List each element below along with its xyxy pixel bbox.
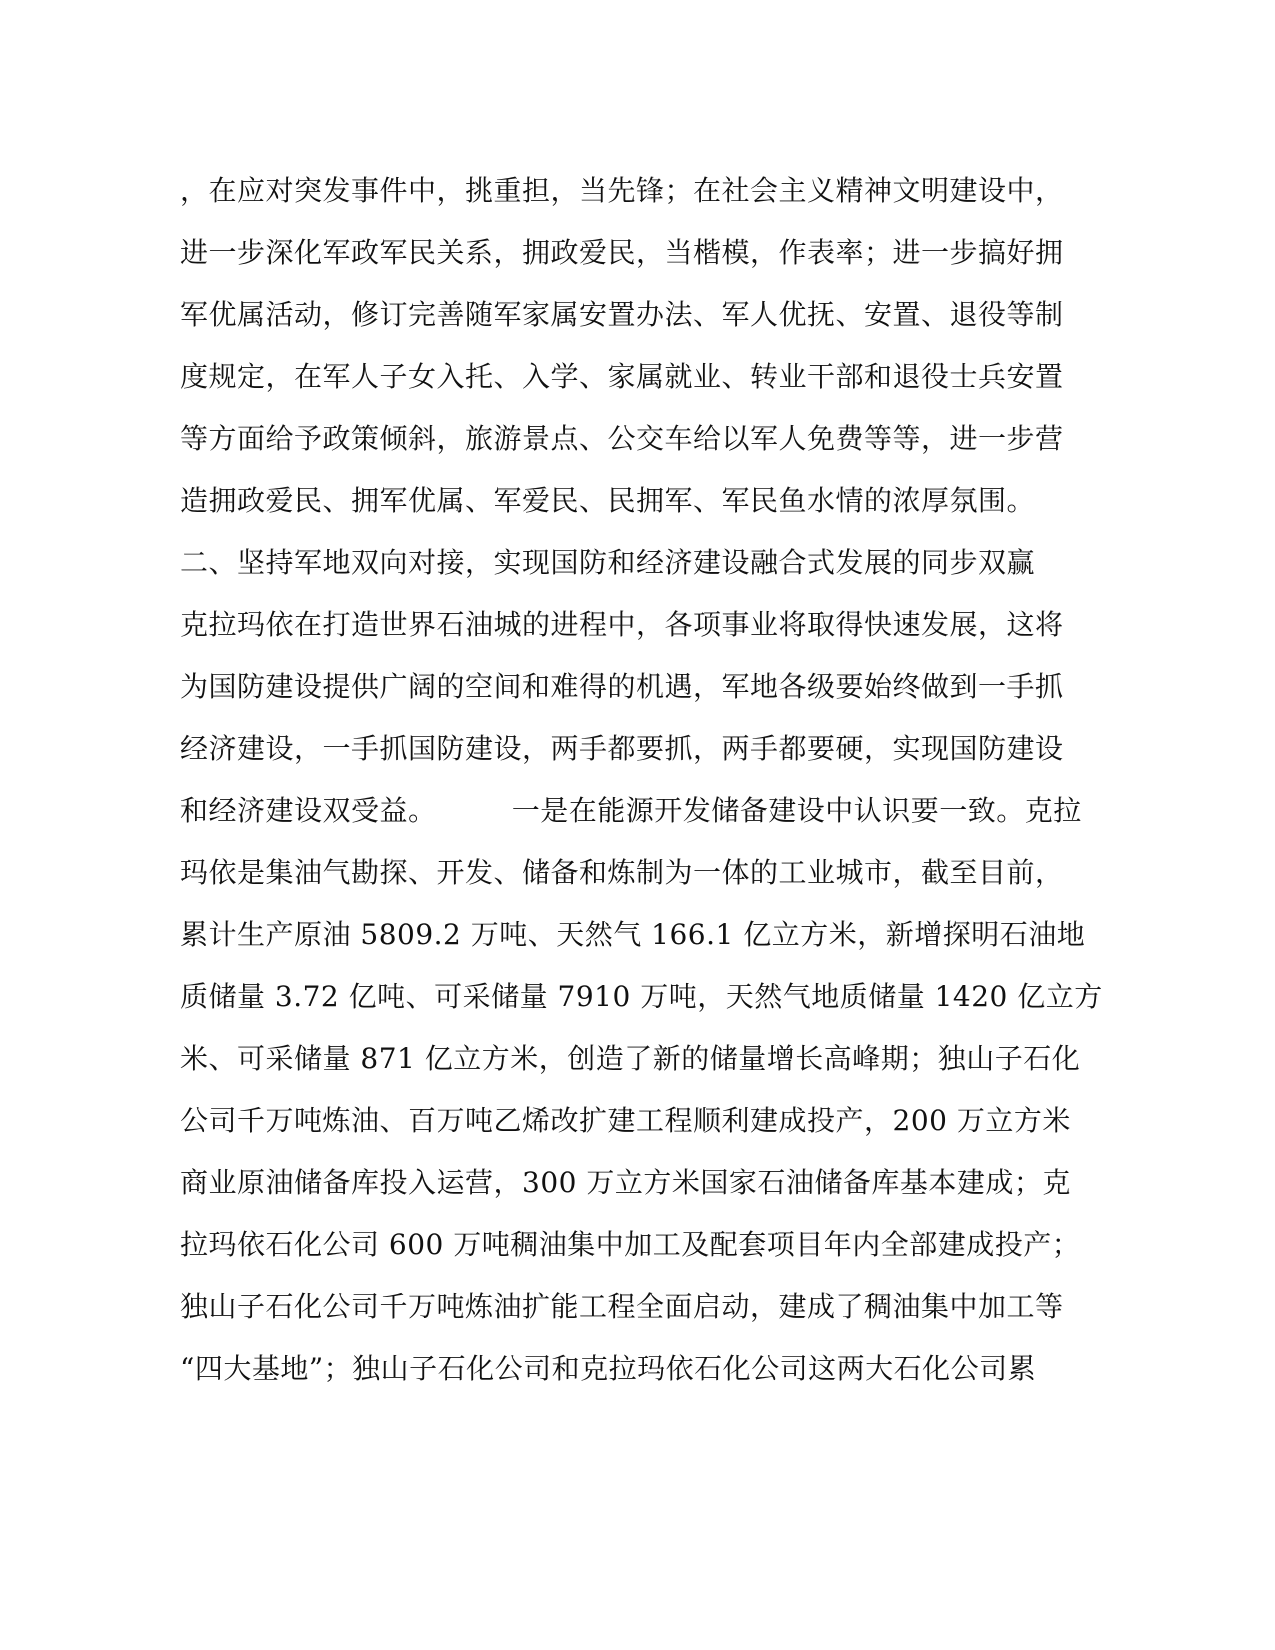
text-line: ，在应对突发事件中，挑重担，当先锋；在社会主义精神文明建设中， — [180, 174, 1064, 207]
section-heading: 二、坚持军地双向对接，实现国防和经济建设融合式发展的同步双赢 — [180, 546, 1036, 579]
text-line: 经济建设，一手抓国防建设，两手都要抓，两手都要硬，实现国防建设 — [180, 732, 1064, 765]
text-line: 玛依是集油气勘探、开发、储备和炼制为一体的工业城市，截至目前， — [180, 856, 1064, 889]
text-line: 质储量 3.72 亿吨、可采储量 7910 万吨，天然气地质储量 1420 亿立方 — [180, 980, 1103, 1013]
text-line: 拉玛依石化公司 600 万吨稠油集中加工及配套项目年内全部建成投产； — [180, 1228, 1081, 1261]
text-line: 造拥政爱民、拥军优属、军爱民、民拥军、军民鱼水情的浓厚氛围。 — [180, 484, 1036, 517]
text-line: 等方面给予政策倾斜，旅游景点、公交车给以军人免费等等，进一步营 — [180, 422, 1064, 455]
text-line: 度规定，在军人子女入托、入学、家属就业、转业干部和退役士兵安置 — [180, 360, 1064, 393]
text-line: 累计生产原油 5809.2 万吨、天然气 166.1 亿立方米，新增探明石油地 — [180, 918, 1086, 951]
text-line: 公司千万吨炼油、百万吨乙烯改扩建工程顺利建成投产，200 万立方米 — [180, 1104, 1071, 1137]
text-line: 克拉玛依在打造世界石油城的进程中，各项事业将取得快速发展，这将 — [180, 608, 1064, 641]
body-text — [180, 160, 1103, 1400]
text-line: 为国防建设提供广阔的空间和难得的机遇，军地各级要始终做到一手抓 — [180, 670, 1064, 703]
text-line: 进一步深化军政军民关系，拥政爱民，当楷模，作表率；进一步搞好拥 — [180, 236, 1064, 269]
text-line: 军优属活动，修订完善随军家属安置办法、军人优抚、安置、退役等制 — [180, 298, 1064, 331]
text-line: “四大基地”；独山子石化公司和克拉玛依石化公司这两大石化公司累 — [180, 1352, 1037, 1385]
text-line: 独山子石化公司千万吨炼油扩能工程全面启动，建成了稠油集中加工等 — [180, 1290, 1064, 1323]
text-line: 米、可采储量 871 亿立方米，创造了新的储量增长高峰期；独山子石化 — [180, 1042, 1081, 1075]
text-line: 和经济建设双受益。 一是在能源开发储备建设中认识要一致。克拉 — [180, 794, 1082, 827]
text-line: 商业原油储备库投入运营，300 万立方米国家石油储备库基本建成；克 — [180, 1166, 1071, 1199]
